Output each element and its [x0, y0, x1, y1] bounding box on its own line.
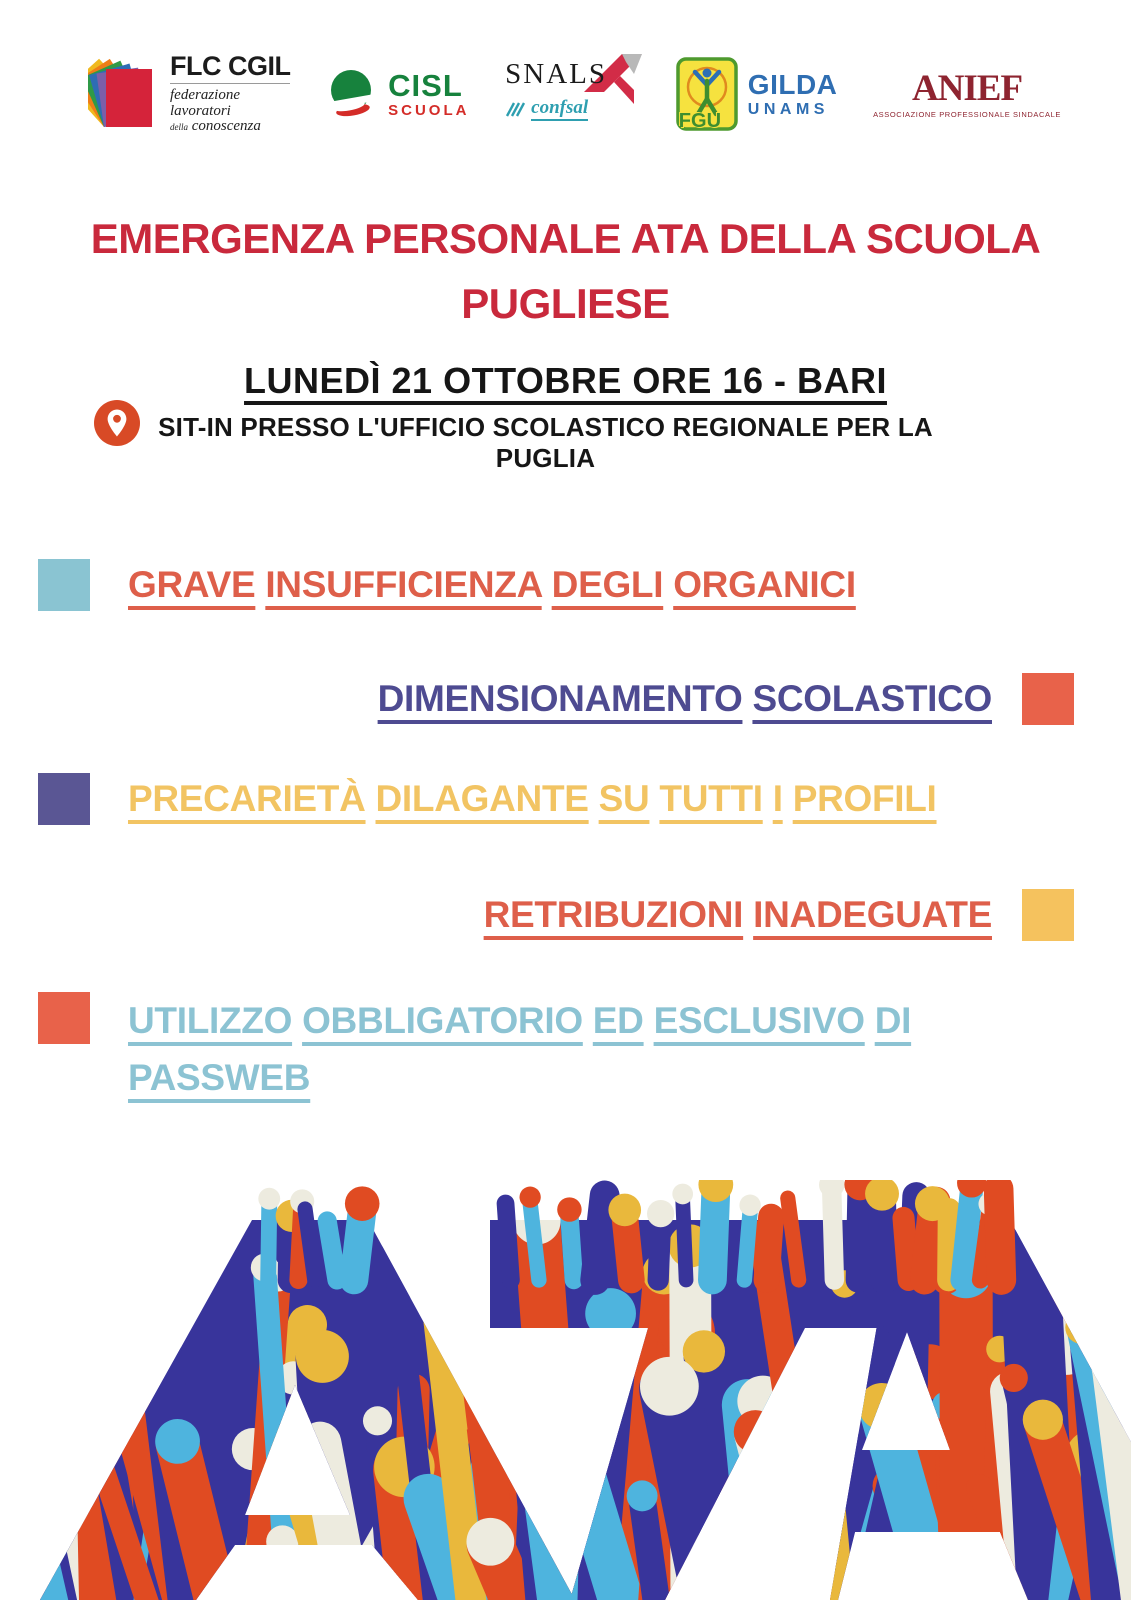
issue-row-passweb: [0, 992, 1131, 1107]
issue-square: [38, 559, 90, 611]
anief-name: ANIEF: [911, 67, 1023, 109]
fgu-label: FGU: [678, 110, 722, 132]
issue-text: RETRIBUZIONI INADEGUATE: [483, 894, 992, 935]
issue-text: UTILIZZO OBBLIGATORIO ED ESCLUSIVO DI PASSWEB: [128, 1000, 912, 1099]
flc-cgil-line1: federazione: [170, 86, 240, 103]
flc-cgil-line3a: della: [170, 122, 188, 133]
flc-cgil-fan-icon: [88, 53, 160, 135]
anief-sub: ASSOCIAZIONE PROFESSIONALE SINDACALE: [873, 109, 1061, 119]
flc-cgil-line3b: conoscenza: [191, 118, 261, 135]
flc-cgil-text: [170, 50, 291, 135]
flc-cgil-line3: [170, 119, 290, 135]
issue-square: [38, 992, 90, 1044]
snals-name: SNALS: [505, 58, 607, 90]
issue-row-retribuzioni: [0, 886, 1131, 943]
page-title: [60, 206, 1071, 336]
fgu-badge: [676, 57, 738, 131]
cisl-sub: SCUOLA: [388, 102, 470, 119]
issue-square: [1022, 889, 1074, 941]
ata-crowd-artwork: [0, 1180, 1131, 1600]
cisl-globe-icon: [326, 68, 378, 120]
issue-text: DIMENSIONAMENTO SCOLASTICO: [377, 678, 992, 719]
issue-row-organici: [0, 556, 1131, 613]
logo-strip: [88, 48, 1061, 140]
logo-snals: [505, 52, 640, 136]
cisl-name: CISL: [388, 68, 463, 103]
page-title-text: EMERGENZA PERSONALE ATA DELLA SCUOLA PUGLIESE: [90, 215, 1041, 328]
logo-anief: [873, 67, 1061, 119]
logo-fgu-gilda: [676, 57, 838, 131]
event-date-line: LUNEDÌ 21 OTTOBRE ORE 16 - BARI: [244, 360, 887, 401]
issue-row-precarieta: [0, 770, 1131, 827]
logo-flc-cgil: [88, 50, 291, 135]
flc-cgil-rule: [170, 83, 290, 84]
issue-text: GRAVE INSUFFICIENZA DEGLI ORGANICI: [128, 564, 856, 605]
issue-square: [38, 773, 90, 825]
snals-sub-row: [505, 97, 640, 121]
flc-cgil-name: FLC CGIL: [170, 50, 291, 81]
issue-square: [1022, 673, 1074, 725]
gilda-name: GILDA: [747, 68, 838, 100]
issue-text: PRECARIETÀ DILAGANTE SU TUTTI I PROFILI: [128, 778, 937, 819]
issue-row-dimensionamento: [0, 670, 1131, 727]
confsal-stripes-icon: [505, 101, 527, 117]
flc-cgil-line2: lavoratori: [170, 102, 231, 119]
logo-cisl: [326, 68, 469, 120]
event-location-line: SIT-IN PRESSO L'UFFICIO SCOLASTICO REGIONALE PER LA PUGLIA: [158, 412, 933, 473]
cisl-text: [388, 70, 469, 118]
gilda-text: [747, 68, 838, 118]
gilda-sub: UNAMS: [747, 100, 829, 118]
snals-sub: confsal: [531, 97, 588, 121]
